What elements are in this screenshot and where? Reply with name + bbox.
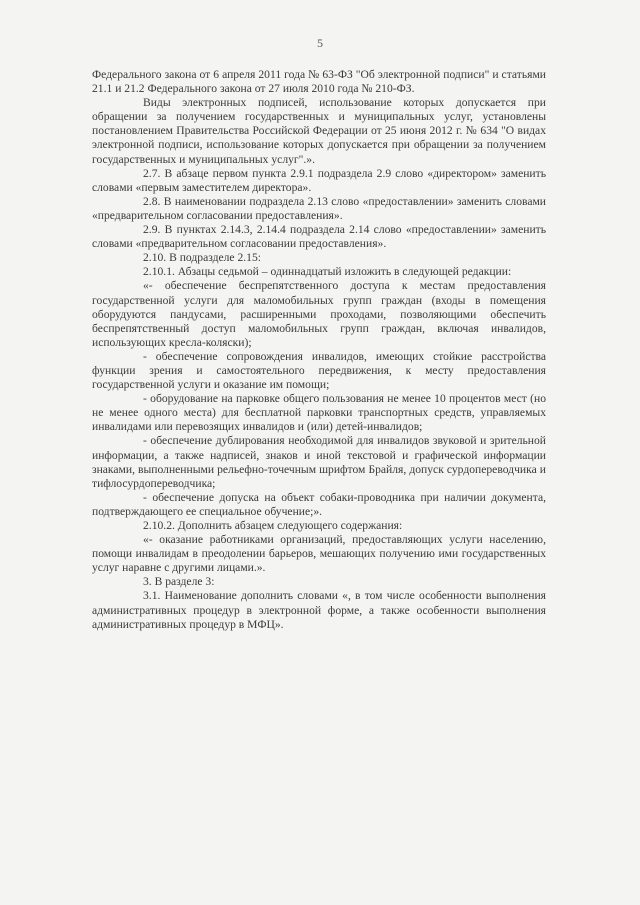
paragraph: 2.10. В подразделе 2.15: [143,251,261,265]
paragraph: - обеспечение дублирования необходимой для инвалидов звуковой и зрительной информации, а также надписей, знаков и иной текстовой и графической информации знаками, выполненными рельефно-точечным шрифтом Брайля, допуск сурдопереводчика и тифлосурдопереводчика; [92,434,546,490]
paragraph: - обеспечение допуска на объект собаки-проводника при наличии документа, подтверждающего ее специальное обучение;». [92,490,546,518]
paragraph: 2.10.1. Абзацы седьмой – одиннадцатый изложить в следующей редакции: [143,265,512,279]
paragraph: «- оказание работниками организаций, предоставляющих услуги населению, помощи инвалидам в преодолении барьеров, мешающих получению ими государственных услуг наравне с другими лицами.». [92,533,546,575]
paragraph: - обеспечение сопровождения инвалидов, имеющих стойкие расстройства функции зрения и самостоятельного передвижения, к месту предоставления государственной услуги и оказание им помощи; [92,349,546,392]
paragraph: - оборудование на парковке общего пользования не менее 10 процентов мест (но не менее одного места) для бесплатной парковки транспортных средств, управляемых инвалидами или перевозящих инвалидов и (или) детей-инвалидов; [92,392,546,434]
paragraph: 2.7. В абзаце первом пункта 2.9.1 подраздела 2.9 слово «директором» заменить словами «первым заместителем директора». [92,166,546,194]
paragraph: «- обеспечение беспрепятственного доступа к местам предоставления государственной услуги для маломобильных групп граждан (входы в помещения оборудуются пандусами, расширенными проходами, позволяющими обеспечить беспрепятственный доступ маломобильных групп граждан, включая инвалидов, использующих кресла-коляски); [92,279,546,349]
paragraph: 2.9. В пунктах 2.14.3, 2.14.4 подраздела 2.14 слово «предоставлении» заменить словами «предварительном согласовании предоставления». [92,223,546,251]
document-body [92,68,546,632]
paragraph: Виды электронных подписей, использование которых допускается при обращении за получением государственных и муниципальных услуг, установлены постановлением Правительства Российской Федерации от 25 июня 2012 г. № 634 "О видах электронной подписи, использование которых допускается при обращении за получением государственных и муниципальных услуг".». [92,96,546,166]
paragraph: 3. В разделе 3: [143,575,215,589]
paragraph: 2.8. В наименовании подраздела 2.13 слово «предоставлении» заменить словами «предварительном согласовании предоставления». [92,194,546,222]
page-number: 5 [317,36,323,50]
paragraph: 2.10.2. Дополнить абзацем следующего содержания: [143,519,403,532]
paragraph: Федерального закона от 6 апреля 2011 года № 63-ФЗ "Об электронной подписи" и статьями 21.1 и 21.2 Федерального закона от 27 июля 2010 года № 210-ФЗ. [92,68,546,96]
paragraph: 3.1. Наименование дополнить словами «, в том числе особенности выполнения административных процедур в электронной форме, а также особенности выполнения административных процедур в МФЦ». [92,589,546,631]
